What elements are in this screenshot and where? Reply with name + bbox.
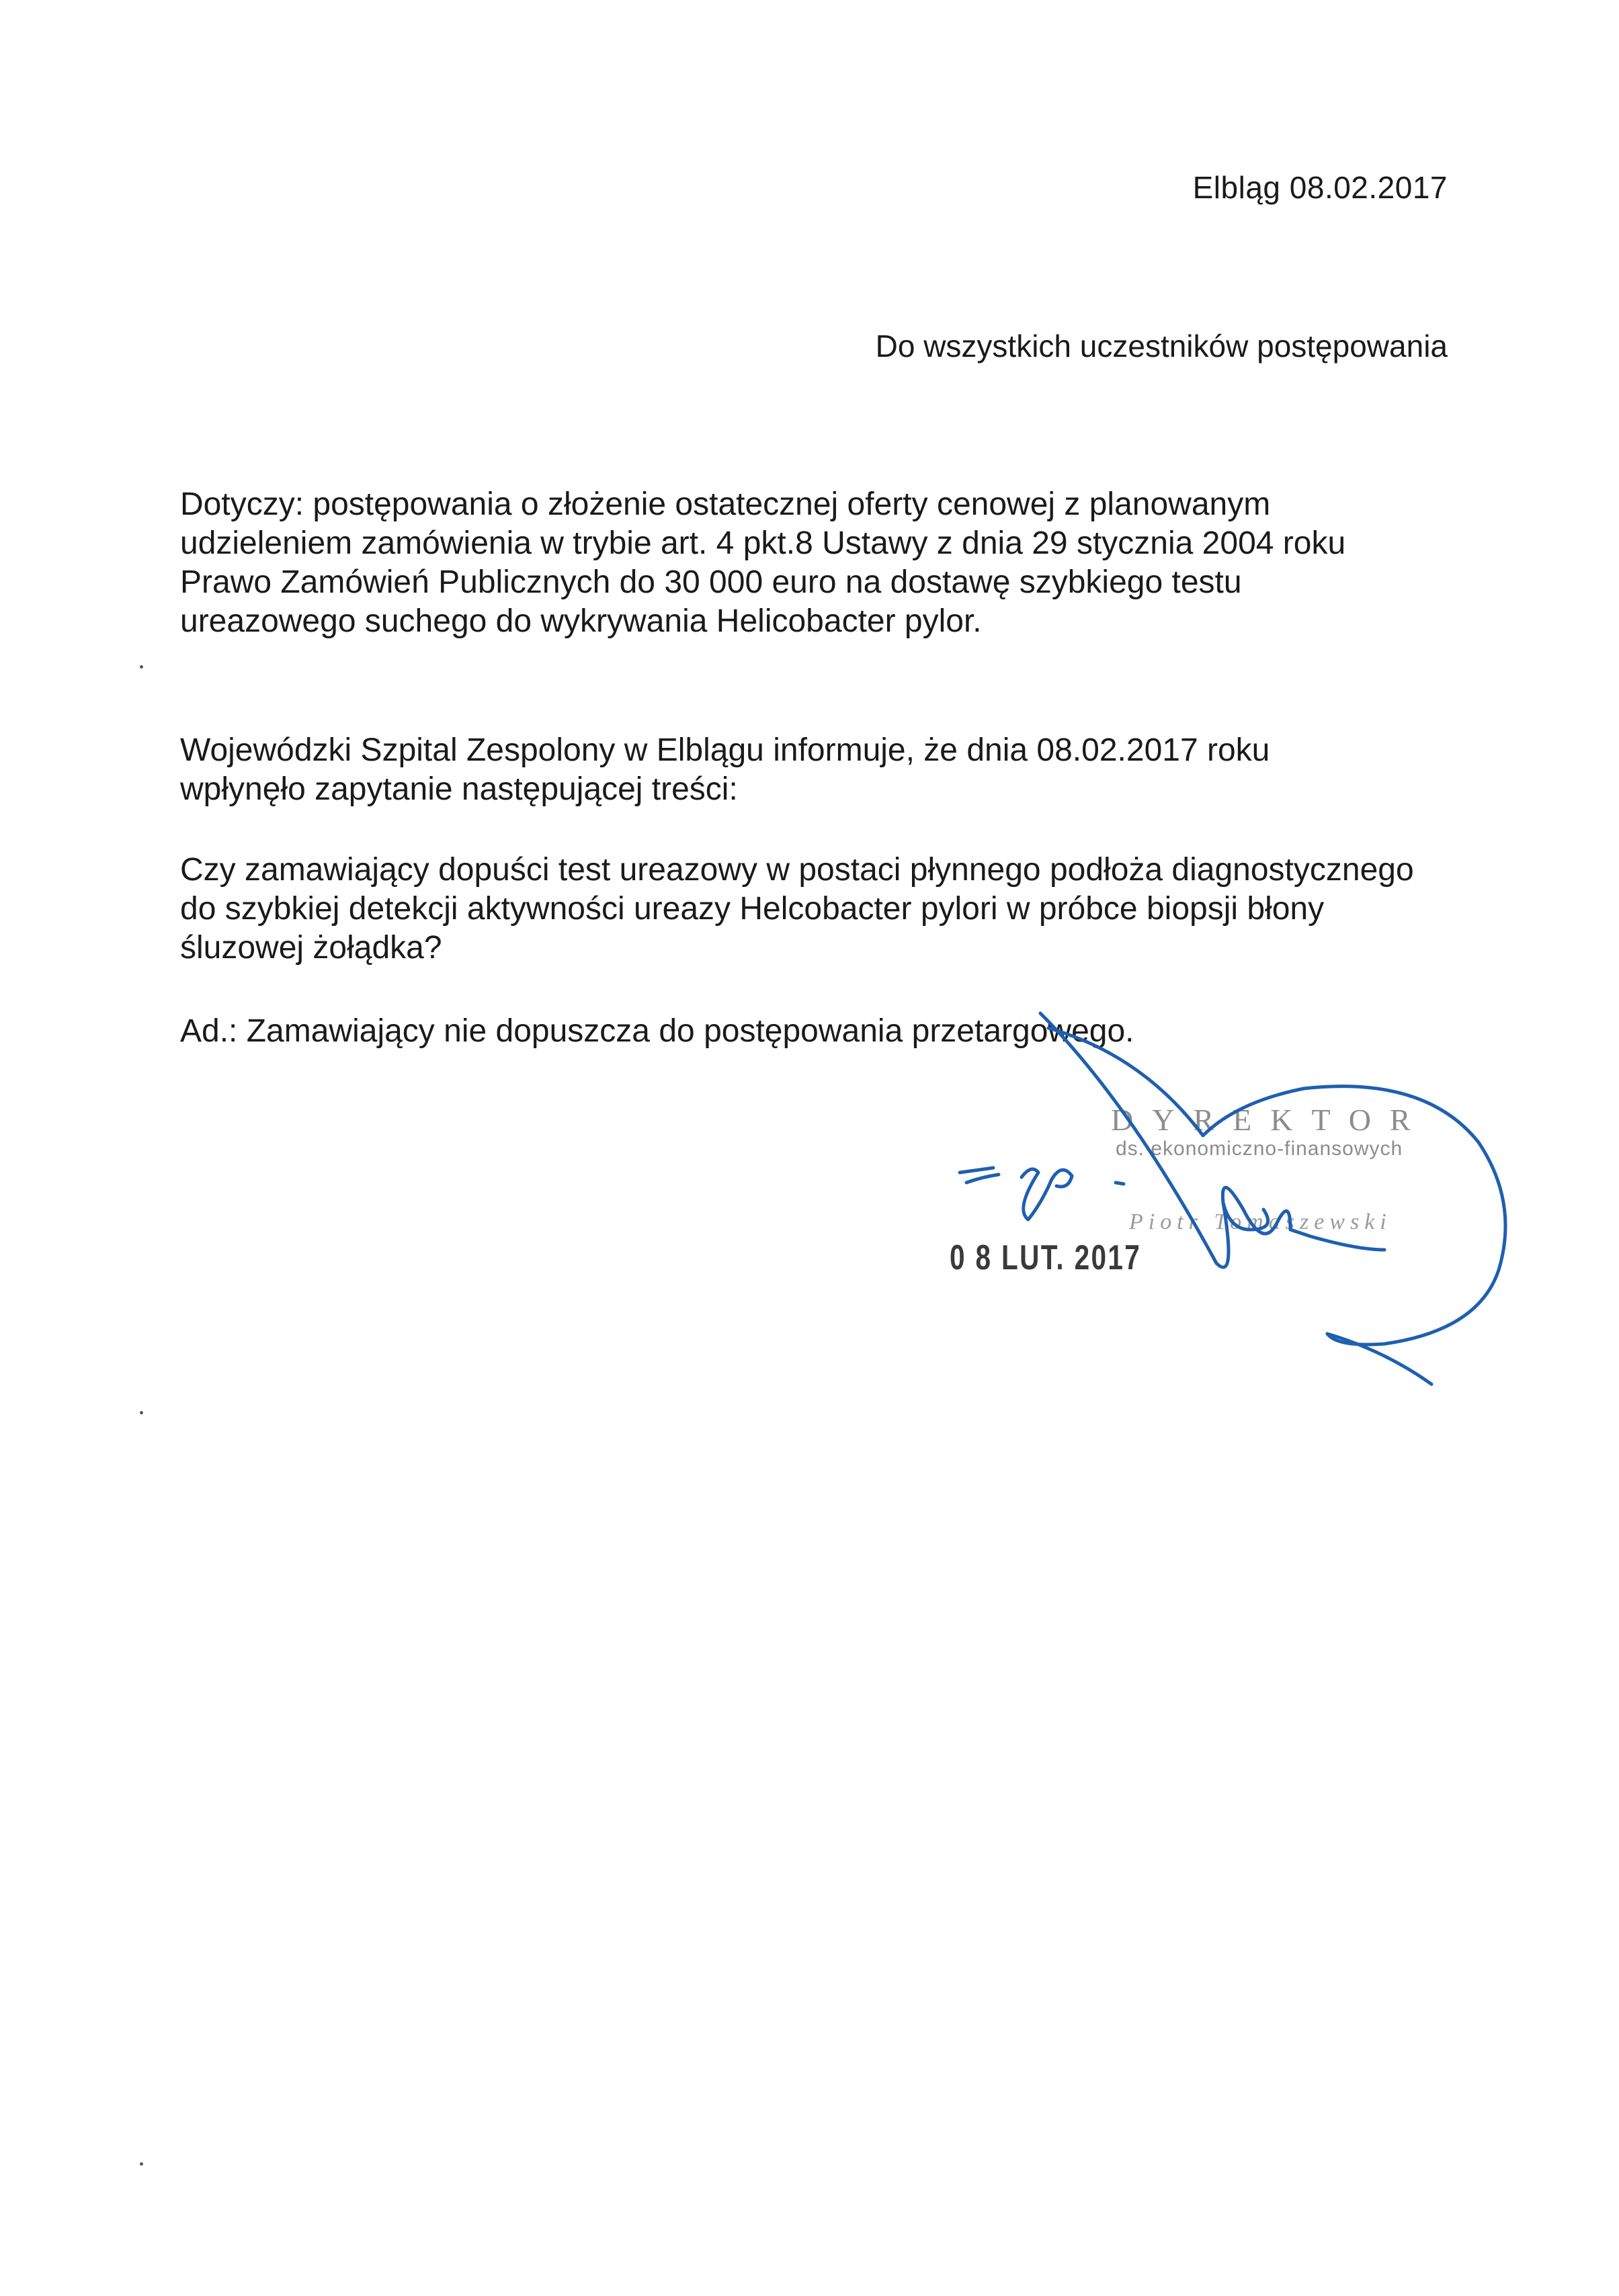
signature-main-stroke bbox=[1048, 1028, 1505, 1345]
stamp-department: ds. ekonomiczno-finansowych bbox=[1116, 1138, 1403, 1160]
addressee: Do wszystkich uczestników postępowania bbox=[875, 329, 1448, 364]
intro-line: Wojewódzki Szpital Zespolony w Elblągu informuje, że dnia 08.02.2017 roku bbox=[180, 732, 1270, 768]
answer-line: Ad.: Zamawiający nie dopuszcza do postępowania przetargowego. bbox=[180, 1013, 1134, 1049]
subject-line: Dotyczy: postępowania o złożenie ostatecznej oferty cenowej z planowanym bbox=[180, 486, 1271, 522]
stamp-director-title: DYREKTOR bbox=[1111, 1103, 1429, 1137]
subject-line: ureazowego suchego do wykrywania Helicobacter pylor. bbox=[180, 603, 982, 639]
signature-initials-stroke bbox=[1022, 1169, 1072, 1220]
signature-initials-stroke bbox=[960, 1168, 999, 1183]
signature-initials-stroke bbox=[1116, 1183, 1124, 1184]
scan-dot bbox=[140, 2162, 143, 2166]
question-paragraph bbox=[180, 851, 1457, 968]
subject-line: Prawo Zamówień Publicznych do 30 000 euro na dostawę szybkiego testu bbox=[180, 564, 1242, 600]
question-line: Czy zamawiający dopuści test ureazowy w postaci płynnego podłoża diagnostycznego bbox=[180, 852, 1414, 888]
intro-paragraph bbox=[180, 731, 1457, 809]
signature-main-stroke bbox=[1327, 1334, 1431, 1384]
intro-line: wpłynęło zapytanie następującej treści: bbox=[180, 771, 738, 807]
scan-dot bbox=[140, 665, 143, 669]
place-date: Elbląg 08.02.2017 bbox=[1192, 170, 1448, 205]
date-stamp: 0 8 LUT. 2017 bbox=[950, 1238, 1142, 1277]
answer-paragraph bbox=[180, 1012, 1457, 1051]
scan-dot bbox=[140, 1411, 143, 1414]
subject-line: udzieleniem zamówienia w trybie art. 4 pkt.8 Ustawy z dnia 29 stycznia 2004 roku bbox=[180, 525, 1346, 561]
subject-paragraph bbox=[180, 485, 1457, 641]
question-line: śluzowej żołądka? bbox=[180, 930, 442, 966]
stamp-name: Piotr Tomaszewski bbox=[1129, 1209, 1392, 1234]
question-line: do szybkiej detekcji aktywności ureazy Helcobacter pylori w próbce biopsji błony bbox=[180, 891, 1325, 927]
